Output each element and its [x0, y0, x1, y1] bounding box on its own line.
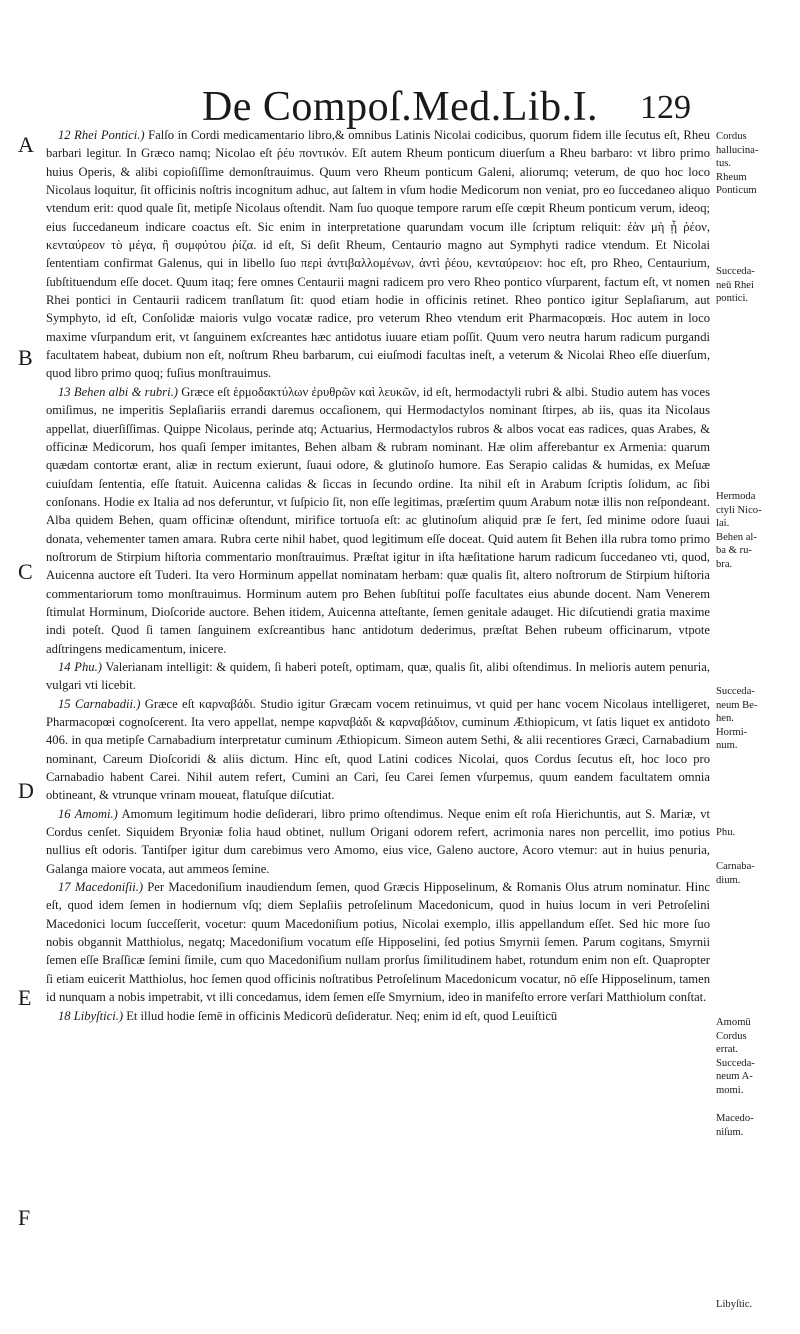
margin-note-line: Ponticum: [716, 185, 757, 197]
margin-note-line: Rheum: [716, 171, 747, 183]
commentary-paragraph: [46, 383, 710, 658]
margin-note-line: Macedo-: [716, 1113, 754, 1124]
commentary-paragraph: [46, 658, 710, 695]
margin-note: [716, 490, 798, 572]
margin-note-line: Succeda-: [716, 686, 755, 697]
margin-note-line: Hermoda: [716, 491, 756, 502]
commentary-text: [46, 126, 710, 1025]
paragraph-text: Græce eſt ἑρμοδακτύλων ἐρυθρῶν καὶ λευκῶν, id eſt, hermodactyli rubri & albi. Studio autem has voces omiſimus, ne imperitis Seplaſiariis errandi daremus occaſionem, qui Hermodactylos nominant ſtirpes, ab iis, quas ita Nicolaus appellat, diuerſiſſimas. Quippe Nicolaus, perinde atq; Actuarius, Hermodactylos rubros & albos vocat eas radices, quas Arabes, & officinæ Medicorum, hos quaſi ſemper imitantes, Behen albam & rubram nominant. Hæ olim afferebantur ex Armenia: quarum quædam contortæ erant, aliæ in rectum exierunt, ſuaui odore, & glutinoſo humore. Eas Serapio calidas & humidas, ex Meſuæ cuiuſdam ſententia, eſſe ſtatuit. Auicenna calidas & ſiccas in ſecundo ordine. Ita nihil eſt in Arabum ſcriptis ſolidum, ac ſibi conſonans. Hodie ex Italia ad nos deferuntur, vt ſuſpicio ſit, non eſſe legitimas, præſertim quum Arabum notæ illis non reſpondeant. Alba quidem Behen, quam officinæ oſtendunt, mirifice tortuoſa eſt: ac glutinoſum aliquid præ ſe fert, ſed minime odore ſuaui donata, vehementer tamen amara. Rubra certe nihil habet, quod legitimum eſſe doceat. Quid autem ſit Behen illa rubra tomo primo noſtrorum de Stirpium hiſtoria commentario monſtrauimus. Præſtat igitur in iſta hæſitatione harum radicum ſuccedaneo vti, quod, Auicenna auctore eſt Tuderi. Ita vero Horminum appellat nominatam herbam: quæ qualis ſit, altero noſtrorum de Stirpium hiſtoria commentariorum tomo monſtrauimus. Horminum autem pro Behen ſubſtitui poſſe facultates eius abunde docent. Nam Venerem ſtimulat Horminum, Dioſcoride auctore. Behen itidem, Auicenna atteſtante, ſemen genitale adauget. Hic diſcutiendi gratia maxime indi poteſt. Quod ſi tamen ſanguinem exſcreantibus hanc antidotum dederimus, præſtat Behen rubeum officinarum, vtpote adſtringens medicamentum, inicere.: [46, 384, 710, 656]
margin-note: [716, 1298, 798, 1312]
margin-note: [716, 685, 798, 753]
commentary-paragraph: [46, 695, 710, 805]
margin-note-line: niſum.: [716, 1126, 744, 1138]
section-letter-c: C: [18, 559, 33, 584]
running-head: [0, 84, 800, 132]
margin-note-line: neum Be-: [716, 699, 758, 711]
margin-note-line: Libyſtic.: [716, 1299, 753, 1310]
paragraph-text: Valerianam intelligit: & quidem, ſi haberi poteſt, optimam, quæ, qualis ſit, alibi oſtendimus. In melioris autem penuria, vulgari vti licebit.: [46, 659, 710, 693]
commentary-paragraph: [46, 878, 710, 1006]
commentary-paragraph: [46, 1007, 710, 1025]
section-letter-b: B: [18, 345, 33, 370]
commentary-paragraph: [46, 126, 710, 383]
margin-note-line: num.: [716, 740, 738, 752]
margin-note-line: Succeda-: [716, 1057, 755, 1069]
margin-note-line: Carnaba-: [716, 861, 755, 872]
paragraph-text: Græce eſt καρναβάδι. Studio igitur Græcam vocem retinuimus, vt quid per hanc vocem Nicolaus intelligeret, Pharmacopœi cognoſcerent. Ita vero appellat, nempe καρναβάδι & καρναβάδιον, cuminum Æthiopicum, vt ſatis liquet ex antidoto 406. in qua metipſe Carnabadium interpretatur cuminum Æthiopicum. Simeon autem Sethi, & alii recentiores Græci, Carnabadium nominant, Careum Dioſcoridi & aliis dictum. Hinc eſt, quod Latini codices Nicolai, quos Cordus ſecutus eſt, hoc loco pro Carnabadio habent Carei. Nihil autem refert, Cumini an Cari, ſeu Carei ſemen vſurpemus, quum eandem facultatem omnia obtineant, & vtrunque vrinam moueat, flatuſque diſcutiat.: [46, 696, 710, 803]
margin-note-line: neum A-: [716, 1071, 753, 1083]
margin-note: [716, 265, 798, 306]
lemma: 15 Carnabadii.): [58, 696, 141, 711]
paragraph-text: Et illud hodie ſemē in officinis Medicorū deſideratur. Neq; enim id eſt, quod Leuiſticū: [123, 1008, 558, 1023]
margin-note-line: Phu.: [716, 827, 736, 838]
margin-note-line: Amomū: [716, 1017, 751, 1028]
margin-note-line: hallucina-: [716, 144, 759, 156]
margin-note-line: momi.: [716, 1084, 744, 1096]
lemma: 14 Phu.): [58, 659, 102, 674]
margin-note: [716, 1016, 798, 1098]
lemma: 12 Rhei Pontici.): [58, 128, 145, 142]
margin-note-line: Succeda-: [716, 266, 755, 277]
section-letter-f: F: [18, 1205, 31, 1230]
margin-note-line: pontici.: [716, 293, 749, 305]
margin-note-line: Behen al-: [716, 531, 757, 543]
margin-note: [716, 1112, 798, 1139]
running-title: De Compoſ.Med.Lib.I.: [201, 84, 599, 130]
margin-note-line: bra.: [716, 558, 733, 570]
margin-note: [716, 130, 798, 198]
margin-note-line: Cordus: [716, 1030, 747, 1042]
margin-note-line: hen.: [716, 713, 734, 725]
page-number: 129: [640, 89, 691, 126]
lemma: 13 Behen albi & rubri.): [58, 384, 178, 399]
margin-note: [716, 826, 798, 840]
margin-note-line: errat.: [716, 1044, 739, 1056]
lemma: 16 Amomi.): [58, 806, 118, 821]
lemma: 18 Libyſtici.): [58, 1008, 124, 1023]
margin-note-line: Cordus: [716, 131, 747, 142]
commentary-paragraph: [46, 805, 710, 878]
section-letter-a: A: [18, 132, 34, 157]
margin-note-line: dium.: [716, 874, 741, 886]
margin-note-line: lai.: [716, 518, 730, 530]
paragraph-text: Falſo in Cordi medicamentario libro,& omnibus Latinis Nicolai codicibus, quorum fidem ille ſecutus eſt, Rheu barbari legitur. In Græco namq; Nicolao eſt ῥέυ ποντικόν. Eſt autem Rheum ponticum diuerſum a Rheu barbaro: vt libro primo huius Operis, & alibi copioſiſſime demonſtrauimus. Quum vero Rheum ponticum Galeni, aliorumq; veterum, de quo hoc loco Nicolaus loquitur, ſit officinis noſtris incognitum adhuc, aut ſaltem in vſum hodie Medicorum non veniat, pro eo ſuccedaneo aliquo vtendum erit: quod quale ſit, metipſe Nicolaus oſtendit. Nam ſuo quoque tempore rarum eſſe cœpit Rheum ponticum verum, ideoq; eius ſuccedaneum indicare coactus eſt. Sic enim in interpretatione quarundam vocum ille ſcriptum reliquit: ἐὰν μὴ ᾖ ῥέον, κενταύρεον τὸ μέγα, ἢ συμφύτου ῥίζα. id eſt, Si deſit Rheum, Centaurio magno aut Symphyti radice vtendum. Et Nicolai ſententiam confirmat Galenus, qui in libello ſuo περὶ ἀντιβαλλομένων, ἀντὶ ῥέου, κενταύρειον: hoc eſt, pro Rheo, Centaurium, ſubſtituendum eſſe docet. Quum itaq; fere omnes Centaurii magni radicem pro vero Rheo pontico vſurparent, factum eſt, vt nomen Rhei pontici in Centaurii radicem tranſlatum ſit: quod etiam hodie in officinis retinet. Rheo pontico igitur Seplaſiarum, aut Symphyto, id eſt, Conſolidæ maioris vulgo vocatæ radice, pro veterum Rheo vtendum erit Pharmacopœis. Hoc autem in loco maxime vſurpandum erit, vt ſanguinem exſcreantes hæc antidotus iuuare etiam poſſit. Quum vero neutra harum radicum purgandi facultatem habeat, dubium non eſt, noſtrum Rheu barbarum, cui eiuſmodi facultas ineſt, a veterum & Nicolai Rheo eſſe diuerſum, quod libro primo quoq; fuſius monſtrauimus.: [46, 128, 711, 381]
lemma: 17 Macedoniſii.): [58, 880, 144, 895]
margin-note: [716, 860, 798, 887]
margin-note-line: neū Rhei: [716, 279, 754, 291]
section-letter-d: D: [18, 778, 34, 803]
paragraph-text: Per Macedoniſium inaudiendum ſemen, quod Græcis Hipposelinum, & Romanis Olus atrum nominatur. Hinc eſt, quod idem ſemen in hodiernum vſq; diem Seplaſiis petroſelinum Macedonicum, quod in huius locum in veri Petroſelini Macedonici locum ſucceſſerit, vocetur: quum Macedoniſium potius, Nicolai exemplo, illis appellandum eſſet. Sed hic more ſuo nobis obgannit Matthiolus, negatq; Macedoniſium vocatum eſſe Hipposelini, ſed potius Smyrnii ſemen. Parum cogitans, Smyrnii ſemen eſſe Braſſicæ ſemini ſimile, cum quo Macedoniſium nullam prorſus ſimilitudinem habet, rotundum enim non eſt. Quapropter ſi etiam euicerit Matthiolus, hoc ſemen quod officinis noſtratibus Petroſelinum Macedonicum vocatur, nō eſſe Hipposelinum, tamen id nunquam a nobis impetrabit, vt illi concedamus, idem ſemen eſſe Smyrnium, ideo in manifeſto errore verſari Matthiolum conſtat.: [46, 880, 710, 1005]
margin-note-line: tus.: [716, 158, 732, 170]
section-letter-e: E: [18, 985, 32, 1010]
margin-note-line: ba & ru-: [716, 545, 752, 557]
paragraph-text: Amomum legitimum hodie deſiderari, libro primo oſtendimus. Neque enim eſt roſa Hierichuntis, aut S. Mariæ, vt Cordus cenſet. Siquidem Bryoniæ folia haud obtinet, nullum Origani odorem refert, acrimonia nares non percellit, imo potius nullius eſt odoris. Tantiſper igitur dum carebimus vero Amomo, eius vice, Galeno auctore, Acoro vtemur: aut in huius penuria, Galanga maiore vocata, aut ammeos ſemine.: [46, 806, 710, 876]
margin-note-line: ctyli Nico-: [716, 504, 762, 516]
margin-note-line: Hormi-: [716, 726, 748, 738]
